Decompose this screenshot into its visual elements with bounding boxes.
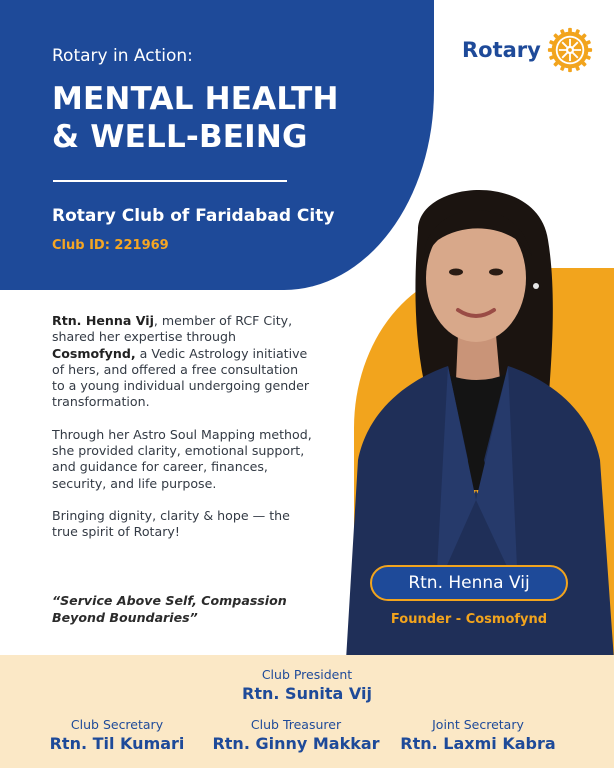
- headline-line-2: & WELL-BEING: [52, 119, 308, 155]
- footer-panel: [0, 655, 614, 768]
- featured-name-badge: Rtn. Henna Vij: [370, 565, 568, 601]
- headline-line-1: MENTAL HEALTH: [52, 81, 339, 117]
- brand-name: Cosmofynd,: [52, 345, 136, 361]
- joint-secretary-role: Joint Secretary: [432, 717, 524, 732]
- story-text: [52, 313, 312, 557]
- secretary-role: Club Secretary: [70, 717, 164, 732]
- rotary-wheel-icon: [547, 27, 593, 73]
- president-role: Club President: [261, 667, 353, 682]
- motto-quote: “Service Above Self, Compassion Beyond Boundaries”: [52, 593, 287, 625]
- treasurer-name: Rtn. Ginny Makkar: [212, 734, 380, 753]
- club-id: Club ID: 221969: [52, 238, 169, 253]
- treasurer-role: Club Treasurer: [250, 717, 342, 732]
- featured-role: Founder - Cosmofynd: [390, 612, 548, 627]
- story-paragraph-3: Bringing dignity, clarity & hope — the true spirit of Rotary!: [52, 507, 290, 540]
- headline: [52, 80, 339, 156]
- story-paragraph-2: Through her Astro Soul Mapping method, she provided clarity, emotional support, and guidance for career, finances, security, and life purpose.: [52, 426, 312, 491]
- joint-secretary-name: Rtn. Laxmi Kabra: [400, 734, 556, 753]
- story-paragraph-1: [52, 313, 312, 411]
- president-name: Rtn. Sunita Vij: [242, 684, 372, 703]
- secretary-name: Rtn. Til Kumari: [49, 734, 185, 753]
- story-text-a: , member of RCF City, shared her expertise through: [52, 313, 293, 345]
- member-name: Rtn. Henna Vij: [52, 313, 154, 328]
- header-eyebrow: Rotary in Action:: [52, 46, 193, 66]
- story-text-b: a Vedic Astrology initiative of hers, and offered a free consultation to a young individual undergoing gender transformation.: [52, 345, 310, 410]
- rotary-logo: [462, 26, 593, 74]
- rotary-wordmark: Rotary: [462, 38, 541, 62]
- header-divider: [53, 180, 287, 182]
- club-name: Rotary Club of Faridabad City: [52, 206, 335, 226]
